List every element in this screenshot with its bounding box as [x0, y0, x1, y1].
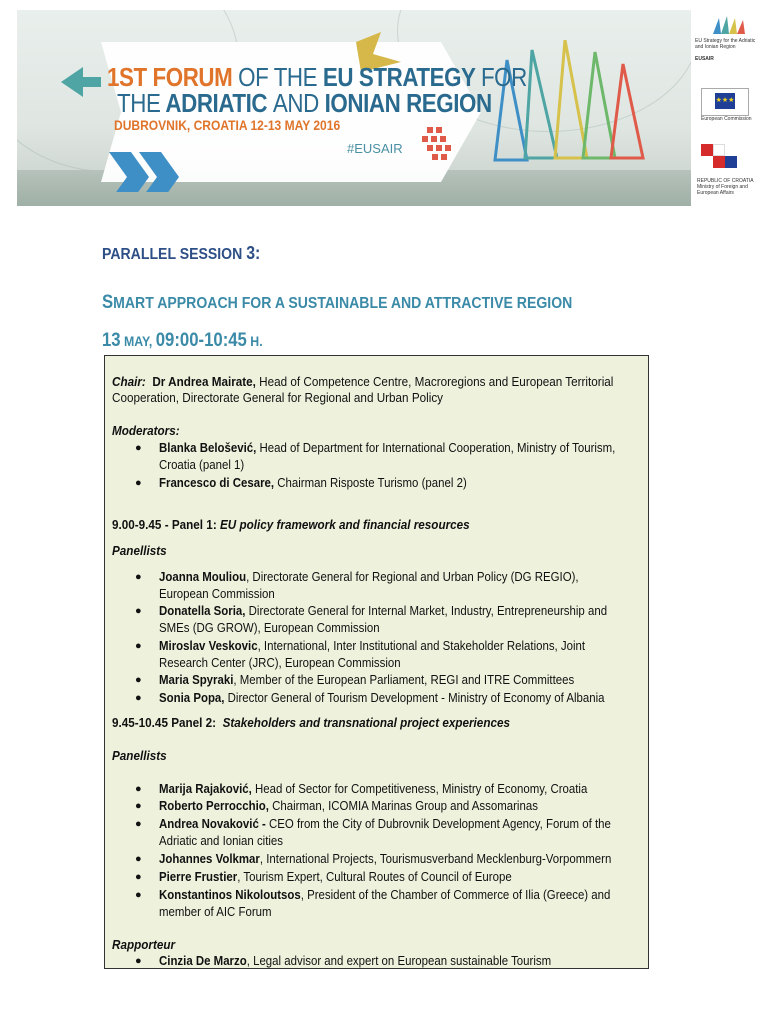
- chair-line2: Cooperation, Directorate General for Regional and Urban Policy: [112, 390, 444, 405]
- moderator-item: Francesco di Cesare, Chairman Risposte Turismo (panel 2): [159, 475, 467, 490]
- panellist-item: Sonia Popa, Director General of Tourism Development - Ministry of Economy of Albania: [159, 690, 605, 705]
- rapporteur-label: Rapporteur: [112, 937, 176, 952]
- bullet-icon: ●: [135, 783, 142, 795]
- croatia-ministry-logo-text: REPUBLIC OF CROATIA Ministry of Foreign and European Affairs: [697, 178, 754, 196]
- panellist-item: Joanna Mouliou, Directorate General for Regional and Urban Policy (DG REGIO), European Commission: [159, 569, 579, 601]
- eu-commission-logo-text: European Commission: [701, 116, 752, 122]
- bullet-icon: ●: [135, 889, 142, 901]
- panellist-item: Roberto Perrocchio, Chairman, ICOMIA Marinas Group and Assomarinas: [159, 798, 538, 813]
- bullet-icon: ●: [135, 871, 142, 883]
- banner-dates: DUBROVNIK, CROATIA 12-13 MAY 2016: [114, 117, 341, 133]
- sailboats-graphic: [487, 40, 647, 180]
- bullet-icon: ●: [135, 477, 142, 489]
- banner-title-line1: 1ST FORUM OF THE EU STRATEGY FOR: [107, 62, 527, 92]
- chair-line1: Chair: Dr Andrea Mairate, Head of Competence Centre, Macroregions and European Territorial: [112, 374, 614, 389]
- bullet-icon: ●: [135, 640, 142, 652]
- panellist-item: Marija Rajaković, Head of Sector for Competitiveness, Ministry of Economy, Croatia: [159, 781, 588, 796]
- panellist-item: Maria Spyraki, Member of the European Parliament, REGI and ITRE Committees: [159, 672, 575, 687]
- moderator-item: Blanka Belošević, Head of Department for International Cooperation, Ministry of Tourism, Croatia (panel 1): [159, 440, 616, 472]
- panellist-item: Pierre Frustier, Tourism Expert, Cultural Routes of Council of Europe: [159, 869, 512, 884]
- eusair-logo-text: EU Strategy for the Adriatic and Ionian Region: [695, 38, 756, 50]
- bullet-icon: ●: [135, 818, 142, 830]
- panellist-item: Andrea Novaković - CEO from the City of Dubrovnik Development Agency, Forum of the Adriatic and Ionian cities: [159, 816, 611, 848]
- bullet-icon: ●: [135, 605, 142, 617]
- bullet-icon: ●: [135, 571, 142, 583]
- bullet-icon: ●: [135, 442, 142, 454]
- eusair-logo-icon: [709, 14, 753, 36]
- banner-title-line2: THE ADRIATIC AND IONIAN REGION: [117, 88, 492, 118]
- bullet-icon: ●: [135, 692, 142, 704]
- bullet-icon: ●: [135, 853, 142, 865]
- panellist-item: Donatella Soria, Directorate General for Internal Market, Industry, Entrepreneurship and SMEs (DG GROW), European Commission: [159, 603, 608, 635]
- bullet-icon: ●: [135, 800, 142, 812]
- eusair-logo-brand: EUSAIR: [695, 56, 714, 62]
- rapporteur-item: Cinzia De Marzo, Legal advisor and expert on European sustainable Tourism: [159, 953, 552, 968]
- event-banner: [17, 10, 773, 206]
- session-date: 13 MAY, 09:00-10:45 H.: [102, 330, 263, 351]
- panel1-heading: 9.00-9.45 - Panel 1: EU policy framework and financial resources: [112, 517, 470, 532]
- panel2-panellists-label: Panellists: [112, 748, 167, 763]
- programme-box: [104, 355, 649, 969]
- panellist-item: Konstantinos Nikoloutsos, President of the Chamber of Commerce of Ilia (Greece) and member of AIC Forum: [159, 887, 611, 919]
- panel1-panellists-label: Panellists: [112, 543, 167, 558]
- bullet-icon: ●: [135, 955, 142, 967]
- eu-commission-logo-icon: ★★★: [701, 88, 749, 116]
- panellist-item: Johannes Volkmar, International Projects, Tourismusverband Mecklenburg-Vorpommern: [159, 851, 612, 866]
- partner-logos: [691, 10, 773, 206]
- panellist-item: Miroslav Veskovic, International, Inter Institutional and Stakeholder Relations, Joint Research Center (JRC), European Commission: [159, 638, 586, 670]
- session-topic: SMART APPROACH FOR A SUSTAINABLE AND ATTRACTIVE REGION: [102, 292, 573, 313]
- panel2-heading: 9.45-10.45 Panel 2: Stakeholders and transnational project experiences: [112, 715, 510, 730]
- session-label: PARALLEL SESSION 3:: [102, 243, 261, 263]
- bullet-icon: ●: [135, 674, 142, 686]
- moderators-label: Moderators:: [112, 423, 180, 438]
- banner-hashtag: #EUSAIR: [347, 141, 403, 156]
- croatia-ministry-logo-icon: [701, 144, 739, 174]
